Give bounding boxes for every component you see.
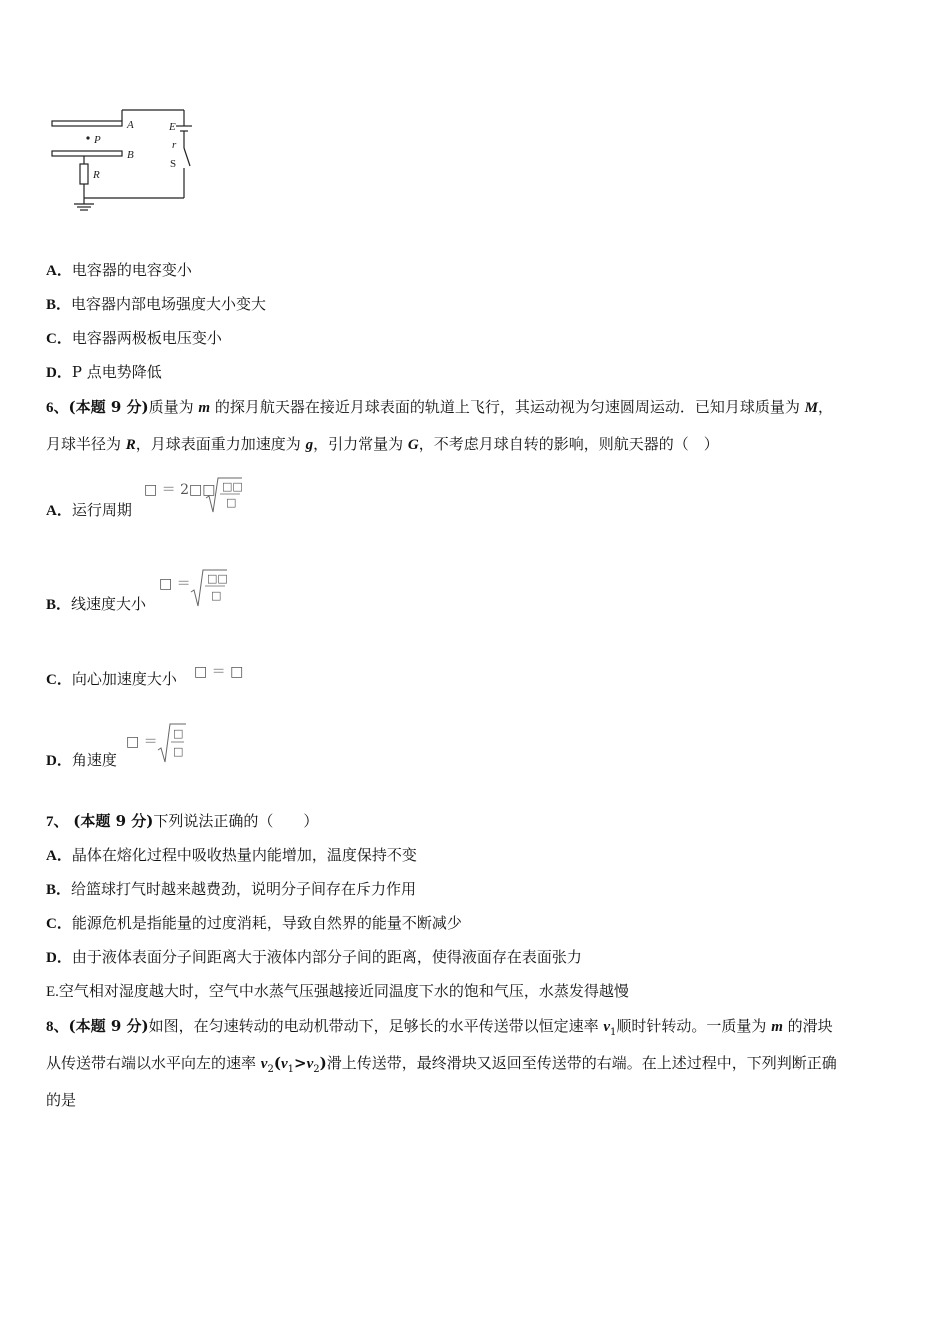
formula-numerator: □ bbox=[173, 727, 184, 740]
question-number: 8、 bbox=[46, 1019, 69, 1035]
q5-option-c bbox=[46, 328, 222, 349]
option-letter: A． bbox=[46, 263, 72, 279]
option-letter: C． bbox=[46, 672, 72, 688]
var-R: R bbox=[125, 437, 136, 453]
formula-denominator: □ bbox=[226, 496, 237, 509]
option-text: 运行周期 bbox=[71, 501, 132, 519]
option-text: 晶体在熔化过程中吸收热量内能增加，温度保持不变 bbox=[71, 846, 417, 864]
option-letter: D． bbox=[46, 365, 72, 381]
stem-text: 下列说法正确的（ ） bbox=[153, 812, 319, 830]
stem-text: 滑上传送带，最终滑块又返回至传送带的右端。在上述过程中，下列判断正确 bbox=[326, 1054, 837, 1072]
label-r: R bbox=[93, 169, 100, 181]
q5-option-d bbox=[46, 362, 162, 383]
option-text: 角速度 bbox=[71, 751, 117, 769]
stem-text: 顺时针转动。一质量为 bbox=[616, 1017, 772, 1035]
formula-acceleration bbox=[192, 660, 252, 688]
question-number: 6、 bbox=[46, 400, 69, 416]
stem-text: 质量为 bbox=[148, 398, 199, 416]
option-text: 给篮球打气时越来越费劲，说明分子间存在斥力作用 bbox=[71, 880, 417, 898]
point-p-dot bbox=[86, 136, 89, 139]
paren: ( bbox=[273, 1054, 281, 1072]
resistor-r bbox=[80, 164, 88, 184]
option-letter: D． bbox=[46, 950, 72, 966]
formula-denominator: □ bbox=[173, 745, 184, 758]
formula-period-svg bbox=[142, 474, 252, 518]
option-text: 电容器内部电场强度大小变大 bbox=[71, 295, 267, 313]
q7-option-b bbox=[46, 879, 416, 900]
formula-denominator: □ bbox=[211, 589, 222, 602]
stem-text: 的是 bbox=[46, 1091, 77, 1109]
stem-text: 从传送带右端以水平向左的速率 bbox=[46, 1054, 261, 1072]
circuit-diagram bbox=[44, 106, 204, 216]
option-text: 电容器的电容变小 bbox=[71, 261, 192, 279]
var-M: M bbox=[804, 400, 818, 416]
formula-lhs: □ ＝ 2□□ bbox=[144, 482, 216, 498]
var-v: v bbox=[306, 1056, 314, 1072]
subscript: 2 bbox=[313, 1064, 320, 1075]
var-m: m bbox=[198, 400, 211, 416]
option-letter: C． bbox=[46, 916, 72, 932]
q6-option-a bbox=[46, 500, 132, 521]
q7-option-a bbox=[46, 845, 417, 866]
question-score: (本题 9 分) bbox=[68, 398, 149, 416]
label-small-r: r bbox=[172, 139, 177, 151]
option-letter: D． bbox=[46, 753, 72, 769]
option-letter: B． bbox=[46, 297, 72, 313]
formula-period bbox=[142, 474, 252, 522]
option-letter: C． bbox=[46, 331, 72, 347]
var-v: v bbox=[603, 1019, 611, 1035]
formula-velocity-svg bbox=[157, 566, 237, 610]
stem-text: 的探月航天器在接近月球表面的轨道上飞行，其运动视为匀速圆周运动．已知月球质量为 bbox=[210, 398, 805, 416]
formula-lhs: □ ＝ bbox=[159, 576, 191, 592]
q6-stem-line-1 bbox=[46, 397, 833, 418]
formula-lhs: □ ＝ □ bbox=[194, 664, 244, 680]
q8-stem-line-1 bbox=[46, 1016, 833, 1037]
q7-option-e bbox=[46, 981, 629, 1002]
capacitor-plate-a bbox=[52, 121, 122, 126]
formula-angular-velocity-svg bbox=[124, 720, 194, 766]
q5-option-a bbox=[46, 260, 192, 281]
q6-option-c bbox=[46, 669, 177, 690]
stem-text: 的滑块 bbox=[782, 1017, 833, 1035]
q7-stem bbox=[46, 811, 318, 832]
q6-option-b bbox=[46, 594, 146, 615]
option-text: 向心加速度大小 bbox=[71, 670, 177, 688]
subscript: 1 bbox=[610, 1027, 617, 1038]
stem-text: ，不考虑月球自转的影响，则航天器的（ ） bbox=[418, 435, 719, 453]
gt-sign: > bbox=[293, 1054, 307, 1072]
var-g: g bbox=[305, 437, 314, 453]
stem-text: 如图，在匀速转动的电动机带动下，足够长的水平传送带以恒定速率 bbox=[148, 1017, 604, 1035]
capacitor-plate-b bbox=[52, 151, 122, 156]
subscript: 1 bbox=[287, 1064, 294, 1075]
formula-numerator: □□ bbox=[222, 480, 243, 493]
q8-stem-line-2 bbox=[46, 1053, 837, 1074]
option-text: 由于液体表面分子间距离大于液体内部分子间的距离，使得液面存在表面张力 bbox=[71, 948, 582, 966]
q7-option-c bbox=[46, 913, 462, 934]
q6-stem-line-2 bbox=[46, 434, 719, 455]
q6-option-d bbox=[46, 750, 117, 771]
label-a: A bbox=[127, 119, 134, 131]
option-letter: A． bbox=[46, 848, 72, 864]
label-s: S bbox=[170, 158, 177, 170]
var-m: m bbox=[771, 1019, 783, 1035]
var-v: v bbox=[280, 1056, 288, 1072]
stem-text: ，引力常量为 bbox=[313, 435, 408, 453]
option-text: E.空气相对湿度越大时，空气中水蒸气压强越接近同温度下水的饱和气压，水蒸发得越慢 bbox=[46, 984, 629, 1000]
option-text: P 点电势降低 bbox=[71, 363, 162, 381]
formula-angular-velocity bbox=[124, 720, 194, 770]
option-text: 线速度大小 bbox=[71, 595, 147, 613]
option-text: 能源危机是指能量的过度消耗，导致自然界的能量不断减少 bbox=[71, 914, 462, 932]
question-number: 7、 bbox=[46, 814, 69, 830]
stem-text: 月球半径为 bbox=[46, 435, 126, 453]
question-score: (本题 9 分) bbox=[73, 812, 154, 830]
formula-lhs: □ ＝ bbox=[126, 734, 158, 750]
formula-velocity bbox=[157, 566, 237, 614]
option-letter: A． bbox=[46, 503, 72, 519]
label-b: B bbox=[127, 149, 134, 161]
formula-acceleration-svg bbox=[192, 660, 252, 684]
option-letter: B． bbox=[46, 882, 72, 898]
q5-option-b bbox=[46, 294, 266, 315]
label-e: E bbox=[169, 121, 176, 133]
stem-text: ， bbox=[817, 398, 833, 416]
question-score: (本题 9 分) bbox=[68, 1017, 149, 1035]
q8-stem-line-3 bbox=[46, 1090, 76, 1110]
var-G: G bbox=[407, 437, 419, 453]
option-letter: B． bbox=[46, 597, 72, 613]
subscript: 2 bbox=[267, 1064, 274, 1075]
var-v: v bbox=[260, 1056, 268, 1072]
formula-numerator: □□ bbox=[207, 572, 228, 585]
stem-text: ，月球表面重力加速度为 bbox=[135, 435, 306, 453]
paren: ) bbox=[319, 1054, 327, 1072]
q7-option-d bbox=[46, 947, 582, 968]
option-text: 电容器两极板电压变小 bbox=[71, 329, 222, 347]
label-p: P bbox=[94, 134, 101, 146]
